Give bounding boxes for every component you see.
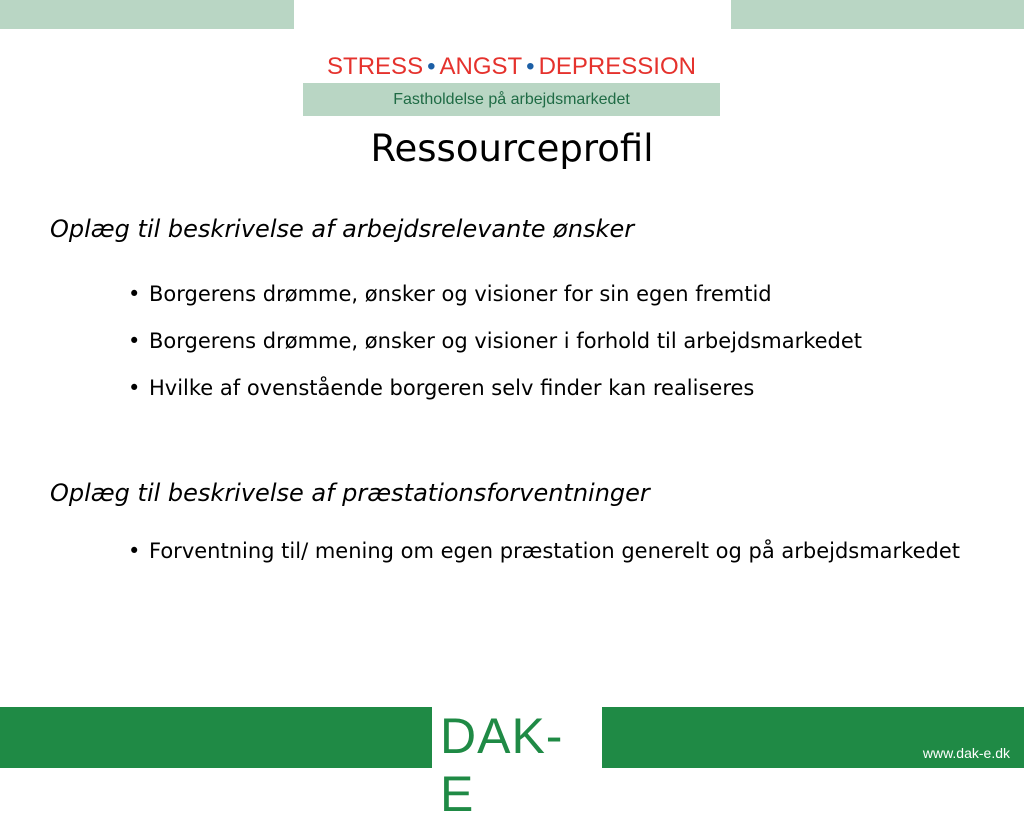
list-item-text: Forventning til/ mening om egen præstation generelt og på arbejdsmarkedet xyxy=(149,539,960,563)
top-decor-bar-right xyxy=(731,0,1024,29)
list-item-text: Borgerens drømme, ønsker og visioner i forhold til arbejdsmarkedet xyxy=(149,329,863,353)
dak-e-logo: DAK-E xyxy=(440,708,564,822)
bullet-mark: • xyxy=(128,539,141,563)
slide-title: Ressourceprofil xyxy=(370,127,654,170)
logo-word-depression: DEPRESSION xyxy=(538,53,696,80)
bullet-mark: • xyxy=(128,376,141,400)
bullet-mark: • xyxy=(128,282,141,306)
list-item xyxy=(128,279,1008,309)
top-decor-bar-left xyxy=(0,0,294,29)
logo-separator: • xyxy=(427,53,436,80)
list-item xyxy=(128,536,1008,566)
header-logo xyxy=(303,52,720,82)
logo-word-angst: ANGST xyxy=(439,53,523,80)
list-item-text: Hvilke af ovenstående borgeren selv finder kan realiseres xyxy=(149,376,755,400)
bullet-list-performance xyxy=(128,536,1008,583)
list-item-text: Borgerens drømme, ønsker og visioner for sin egen fremtid xyxy=(149,282,772,306)
bullet-list-wishes xyxy=(128,279,1008,420)
section-heading-performance: Oplæg til beskrivelse af præstationsforventninger xyxy=(50,479,650,507)
section-heading-wishes: Oplæg til beskrivelse af arbejdsrelevante ønsker xyxy=(50,215,635,243)
footer-url: www.dak-e.dk xyxy=(922,745,1010,761)
logo-word-stress: STRESS xyxy=(327,53,424,80)
list-item xyxy=(128,373,1008,403)
header-logo-subtitle: Fastholdelse på arbejdsmarkedet xyxy=(303,83,720,116)
list-item xyxy=(128,326,1008,356)
bullet-mark: • xyxy=(128,329,141,353)
logo-separator: • xyxy=(526,53,535,80)
